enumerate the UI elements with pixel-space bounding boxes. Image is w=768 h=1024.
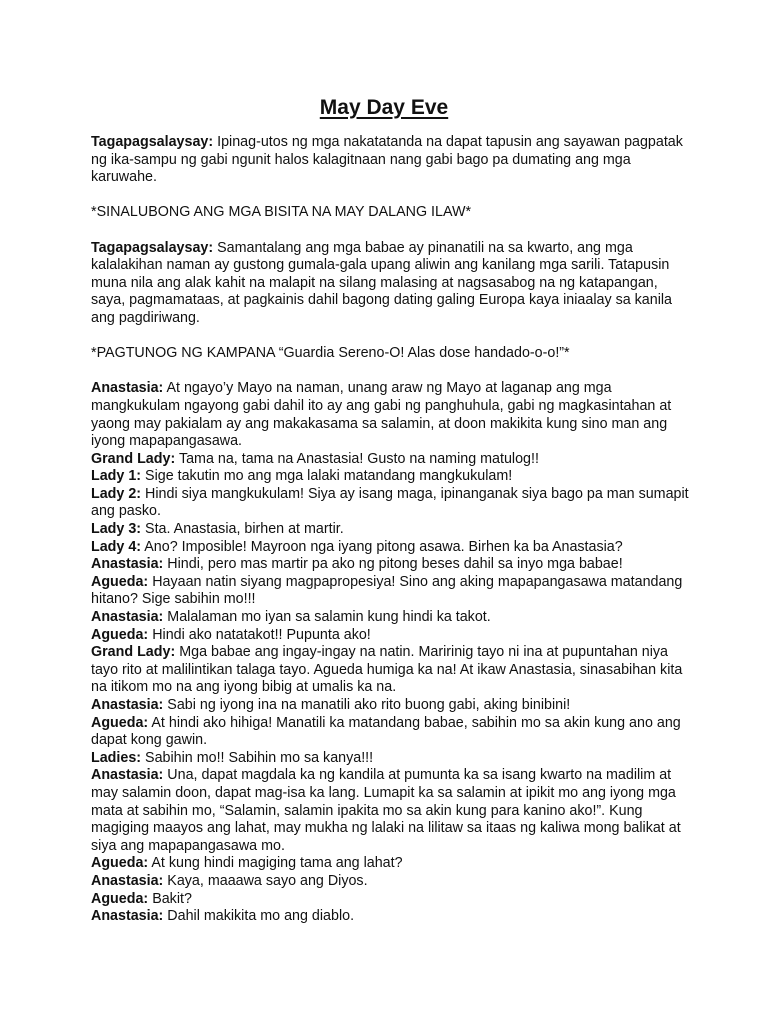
speaker: Agueda: — [91, 573, 149, 590]
document-title: May Day Eve — [319, 96, 449, 119]
line-text: Sta. Anastasia, birhen at martir. — [145, 521, 344, 538]
dialogue-line — [91, 750, 691, 768]
dialogue-line — [91, 767, 691, 855]
narration-1 — [91, 134, 691, 187]
line-text: Dahil makikita mo ang diablo. — [167, 908, 355, 925]
line-text: Hindi siya mangkukulam! Siya ay isang maga, ipinanganak siya bago pa man sumapit ang pasko. — [91, 485, 689, 520]
speaker: Grand Lady: — [91, 644, 176, 661]
speaker: Lady 3: — [91, 521, 142, 538]
line-text: At hindi ako hihiga! Manatili ka matandang babae, sabihin mo sa akin kung ano ang dapat kong gawin. — [91, 714, 681, 749]
stage-direction-2 — [91, 345, 691, 363]
speaker: Agueda: — [91, 855, 149, 872]
line-text: Ipinag-utos ng mga nakatatanda na dapat tapusin ang sayawan pagpatak ng ika-sampu ng gabi ngunit halos kalagitnaan nang gabi bago pa dumating ang mga karuwahe. — [91, 134, 683, 186]
speaker: Anastasia: — [91, 908, 164, 925]
dialogue-block — [91, 380, 691, 925]
document-body — [91, 134, 691, 926]
line-text: Sabi ng iyong ina na manatili ako rito buong gabi, aking binibini! — [167, 697, 571, 713]
line-text: *SINALUBONG ANG MGA BISITA NA MAY DALANG ILAW* — [91, 204, 472, 221]
dialogue-line — [91, 715, 691, 750]
speaker: Anastasia: — [91, 872, 164, 889]
line-text: Malalaman mo iyan sa salamin kung hindi ka takot. — [167, 609, 491, 626]
dialogue-line — [91, 891, 691, 909]
line-text: Bakit? — [152, 890, 192, 907]
speaker: Anastasia: — [91, 767, 164, 784]
speaker: Lady 1: — [91, 468, 142, 485]
line-text: Una, dapat magdala ka ng kandila at pumunta ka sa isang kwarto na madilim at may salamin doon, dapat mag-isa ka lang. Lumapit ka sa salamin at ipikit mo ang iyong mga mata at sabihin mo, “Salamin, salamin ipakita mo sa akin kung para kanino ako!”. Kung magiging maayos ang lahat, may mukha ng lalaki na lilitaw sa itaas ng kaliwa mong balikat at siya ang mapapangasawa mo. — [91, 767, 681, 854]
line-text: Sabihin mo!! Sabihin mo sa kanya!!! — [145, 749, 374, 766]
line-text: Kaya, maaawa sayo ang Diyos. — [167, 872, 368, 889]
dialogue-line — [91, 574, 691, 609]
speaker: Tagapagsalaysay: — [91, 134, 214, 150]
line-text: At kung hindi magiging tama ang lahat? — [151, 855, 403, 872]
line-text: Tama na, tama na Anastasia! Gusto na naming matulog!! — [178, 450, 539, 467]
speaker: Ladies: — [91, 749, 142, 766]
dialogue-line — [91, 521, 691, 539]
speaker: Agueda: — [91, 626, 149, 643]
dialogue-line — [91, 609, 691, 627]
line-text: Samantalang ang mga babae ay pinanatili na sa kwarto, ang mga kalalakihan naman ay gustong gumala-gala upang aliwin ang kanilang mga sarili. Tatapusin muna nila ang alak kahit na malapit na silang malasing at nagsasabog na ng katapangan, saya, pagmamataas, at pagkainis dahil bagong dating galing Europa kaya iniaalay sa kanila ang pagdiriwang. — [91, 239, 672, 326]
speaker: Grand Lady: — [91, 450, 176, 467]
dialogue-line — [91, 380, 691, 450]
dialogue-line — [91, 873, 691, 891]
dialogue-line — [91, 855, 691, 873]
dialogue-line — [91, 644, 691, 697]
line-text: Sige takutin mo ang mga lalaki matandang mangkukulam! — [145, 468, 513, 485]
line-text: Ano? Imposible! Mayroon nga iyang pitong asawa. Birhen ka ba Anastasia? — [144, 538, 623, 555]
dialogue-line — [91, 486, 691, 521]
dialogue-line — [91, 468, 691, 486]
narration-2 — [91, 240, 691, 328]
line-text: At ngayo’y Mayo na naman, unang araw ng Mayo at laganap ang mga mangkukulam ngayong gabi dahil ito ay ang gabi ng panghuhula, gabi ng magkasintahan at yaong may pakialam ay ang makakasama sa salamin, at doon makikita kung sino man ang iyong mapapangasawa. — [91, 380, 672, 450]
dialogue-line — [91, 539, 691, 557]
dialogue-line — [91, 451, 691, 469]
speaker: Lady 2: — [91, 485, 142, 502]
speaker: Anastasia: — [91, 380, 164, 397]
speaker: Lady 4: — [91, 538, 142, 555]
line-text: Hindi ako natatakot!! Pupunta ako! — [152, 626, 371, 643]
line-text: Hindi, pero mas martir pa ako ng pitong beses dahil sa inyo mga babae! — [167, 556, 623, 573]
line-text: *PAGTUNOG NG KAMPANA “Guardia Sereno-O! Alas dose handado-o-o!”* — [91, 345, 570, 362]
line-text: Hayaan natin siyang magpapropesiya! Sino ang aking mapapangasawa matandang hitano? Sige sabihin mo!!! — [91, 573, 683, 608]
speaker: Anastasia: — [91, 609, 164, 626]
dialogue-line — [91, 627, 691, 645]
dialogue-line — [91, 697, 691, 715]
line-text: Mga babae ang ingay-ingay na natin. Maririnig tayo ni ina at pupuntahan niya tayo rito at malilintikan talaga tayo. Agueda humiga ka na! At ikaw Anastasia, sinasabihan kita na itikom mo na ang iyong bibig at umalis ka na. — [91, 644, 683, 696]
dialogue-line — [91, 908, 691, 926]
speaker: Anastasia: — [91, 697, 164, 713]
speaker: Tagapagsalaysay: — [91, 239, 214, 256]
stage-direction-1 — [91, 204, 691, 222]
speaker: Anastasia: — [91, 556, 164, 573]
dialogue-line — [91, 556, 691, 574]
speaker: Agueda: — [91, 890, 149, 907]
speaker: Agueda: — [91, 714, 149, 731]
